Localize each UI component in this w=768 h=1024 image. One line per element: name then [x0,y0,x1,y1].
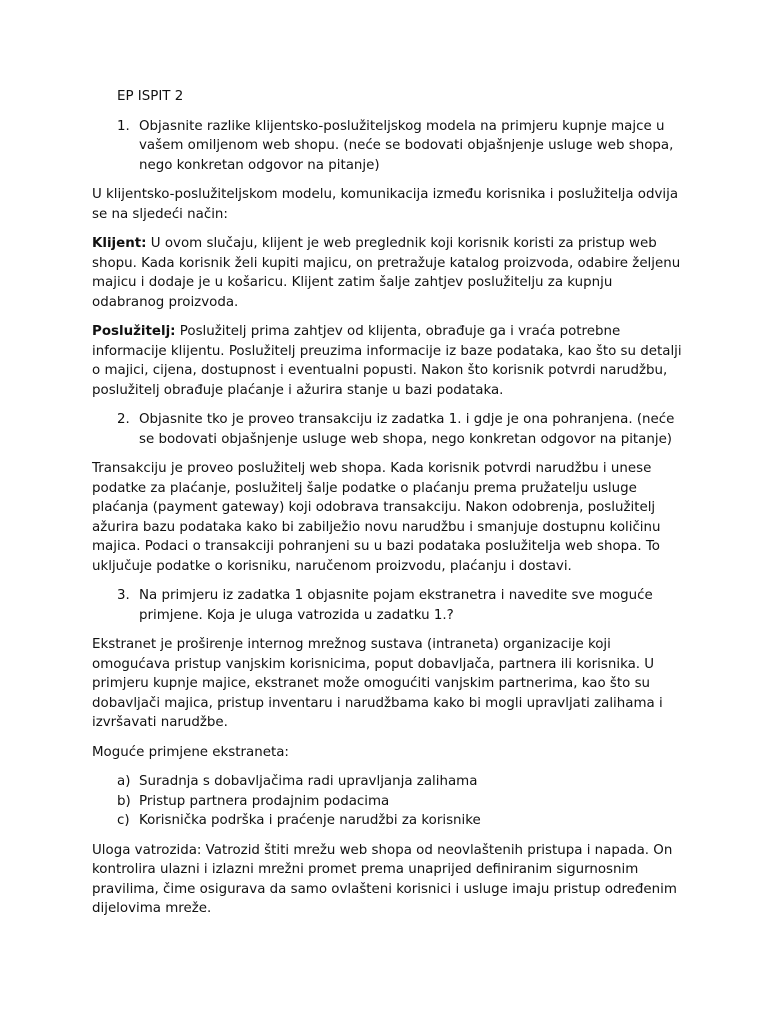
question-2-text: Objasnite tko je proveo transakciju iz zadatka 1. i gdje je ona pohranjena. (neće se bodovati objašnjenje usluge web shopa, nego konkretan odgovor na pitanje) [139,412,675,447]
server-paragraph [92,322,688,400]
question-1-number: 1. [117,118,130,134]
applications-heading: Moguće primjene ekstraneta: [92,744,289,760]
question-1 [117,117,688,176]
list-item-text: Pristup partnera prodajnim podacima [139,793,390,809]
list-item-text: Suradnja s dobavljačima radi upravljanja zalihama [139,774,478,789]
list-item [117,811,688,831]
applications-list [117,772,688,831]
question-3-text: Na primjeru iz zadatka 1 objasnite pojam ekstranetra i navedite sve moguće primjene. Koja je uluga vatrozida u zadatku 1.? [139,588,653,623]
intro-paragraph: U klijentsko-poslužiteljskom modelu, komunikacija između korisnika i poslužitelja odvija se na sljedeći način: [92,187,679,222]
list-item-text: Korisnička podrška i praćenje narudžbi za korisnike [139,813,481,828]
firewall-paragraph: Uloga vatrozida: Vatrozid štiti mrežu web shopa od neovlaštenih pristupa i napada. On kontrolira ulazni i izlazni mrežni promet prema unaprijed definiranim sigurnosnim pravilima, čime osigurava da samo ovlašteni korisnici i usluge imaju pristup određenim dijelovima mreže. [92,842,677,916]
client-text: U ovom slučaju, klijent je web preglednik koji korisnik koristi za pristup web shopu. Kada korisnik želi kupiti majicu, on pretražuje katalog proizvoda, odabire željenu majicu i dodaje je u košaricu. Klijent zatim šalje zahtjev poslužitelju za kupnju odabranog proizvoda. [92,236,681,310]
server-text: Poslužitelj prima zahtjev od klijenta, obrađuje ga i vraća potrebne informacije klijentu. Poslužitelj preuzima informacije iz baze podataka, kao što su detalji o majici, cijena, dostupnost i eventualni popusti. Nakon što korisnik potvrdi narudžbu, poslužitelj obrađuje plaćanje i ažurira stanje u bazi podataka. [92,324,682,398]
answer-2-paragraph: Transakciju je proveo poslužitelj web shopa. Kada korisnik potvrdi narudžbu i unese podatke za plaćanje, poslužitelj šalje podatke o plaćanju prema pružatelju usluge plaćanja (payment gateway) koji odobrava transakciju. Nakon odobrenja, poslužitelj ažurira bazu podataka kako bi zabilježio novu narudžbu i smanjuje dostupnu količinu majica. Podaci o transakciji pohranjeni su u bazi podataka poslužitelja web shopa. To uključuje podatke o korisniku, naručenom proizvodu, plaćanju i dostavi. [92,461,661,574]
question-1-text: Objasnite razlike klijentsko-poslužiteljskog modela na primjeru kupnje majce u vašem omiljenom web shopu. (neće se bodovati objašnjenje usluge web shopa, nego konkretan odgovor na pitanje) [139,118,674,173]
list-item [117,792,688,812]
question-3 [117,586,688,625]
list-item-marker: b) [117,793,131,809]
document-title: EP ISPIT 2 [117,89,184,104]
answer-3-paragraph: Ekstranet je proširenje internog mrežnog sustava (intraneta) organizacije koji omogućava pristup vanjskim korisnicima, poput dobavljača, partnera ili korisnika. U primjeru kupnje majice, ekstranet može omogućiti vanjskim partnerima, kao što su dobavljači majica, pristup inventaru i narudžbama kako bi mogli upravljati zalihama i izvršavati narudžbe. [92,637,663,730]
document-page [92,87,688,929]
question-2-number: 2. [117,412,130,427]
question-3-number: 3. [117,588,130,603]
client-label: Klijent: [92,236,147,251]
list-item-marker: a) [117,774,131,789]
server-label: Poslužitelj: [92,324,176,339]
list-item-marker: c) [117,813,130,828]
question-2 [117,410,688,449]
client-paragraph [92,234,688,312]
list-item [117,772,688,792]
